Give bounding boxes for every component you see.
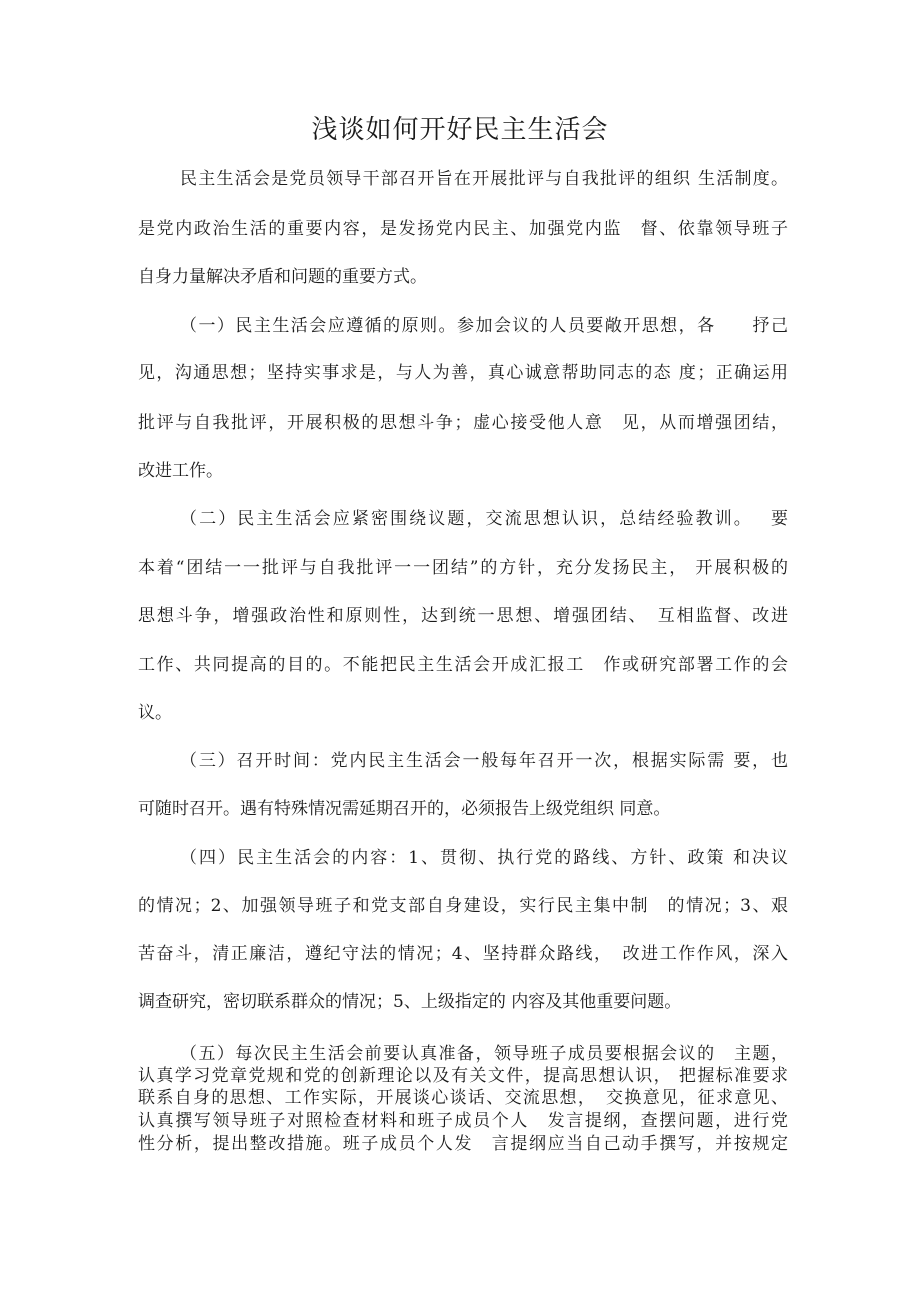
paragraph-line: （五）每次民主生活会前要认真准备，领导班子成员要根据会议的 主题， — [180, 1044, 788, 1064]
document-title: 浅谈如何开好民主生活会 — [311, 115, 609, 145]
paragraph-line: 认真撰写领导班子对照检查材料和班子成员个人 发言提纲，查摆问题，进行党 — [138, 1111, 788, 1131]
paragraph-line: 苦奋斗，清正廉洁，遵纪守法的情况；4、坚持群众路线， 改进工作作风，深入 — [138, 944, 788, 964]
paragraph-line: 本着“团结一一批评与自我批评一一团结”的方针，充分发扬民主， 开展积极的 — [138, 558, 788, 578]
paragraph-line: （三）召开时间：党内民主生活会一般每年召开一次，根据实际需 要，也 — [180, 751, 788, 771]
paragraph-line: 性分析，提出整改措施。班子成员个人发 言提纲应当自己动手撰写，并按规定 — [138, 1134, 788, 1154]
paragraph-line: （二）民主生活会应紧密围绕议题，交流思想认识，总结经验教训。 要 — [180, 509, 788, 529]
paragraph-line: 民主生活会是党员领导干部召开旨在开展批评与自我批评的组织 生活制度。 — [180, 169, 788, 189]
paragraph-line: 议。 — [138, 703, 172, 723]
paragraph-line: （一）民主生活会应遵循的原则。参加会议的人员要敞开思想，各 抒己 — [180, 316, 788, 336]
paragraph-line: 工作、共同提高的目的。不能把民主生活会开成汇报工 作或研究部署工作的会 — [138, 655, 788, 675]
paragraph-line: 见，沟通思想；坚持实事求是，与人为善，真心诚意帮助同志的态 度；正确运用 — [138, 363, 788, 383]
paragraph-line: 批评与自我批评，开展积极的思想斗争；虚心接受他人意 见，从而增强团结， — [138, 413, 788, 433]
paragraph-line: 是党内政治生活的重要内容，是发扬党内民主、加强党内监 督、依靠领导班子 — [138, 219, 788, 239]
paragraph-line: 认真学习党章党规和党的创新理论以及有关文件，提高思想认识， 把握标准要求 — [138, 1066, 788, 1086]
paragraph-line: 改进工作。 — [138, 461, 223, 481]
paragraph-line: 调查研究，密切联系群众的情况；5、上级指定的 内容及其他重要问题。 — [138, 992, 682, 1012]
paragraph-line: （四）民主生活会的内容：1、贯彻、执行党的路线、方针、政策 和决议 — [180, 848, 788, 868]
paragraph-line: 联系自身的思想、工作实际，开展谈心谈话、交流思想， 交换意见，征求意见、 — [138, 1088, 788, 1108]
paragraph-line: 的情况；2、加强领导班子和党支部自身建设，实行民主集中制 的情况；3、艰 — [138, 896, 788, 916]
paragraph-line: 思想斗争，增强政治性和原则性，达到统一思想、增强团结、 互相监督、改进 — [138, 606, 788, 626]
paragraph-line: 自身力量解决矛盾和问题的重要方式。 — [138, 267, 427, 287]
paragraph-line: 可随时召开。遇有特殊情况需延期召开的，必须报告上级党组织 同意。 — [138, 799, 671, 819]
